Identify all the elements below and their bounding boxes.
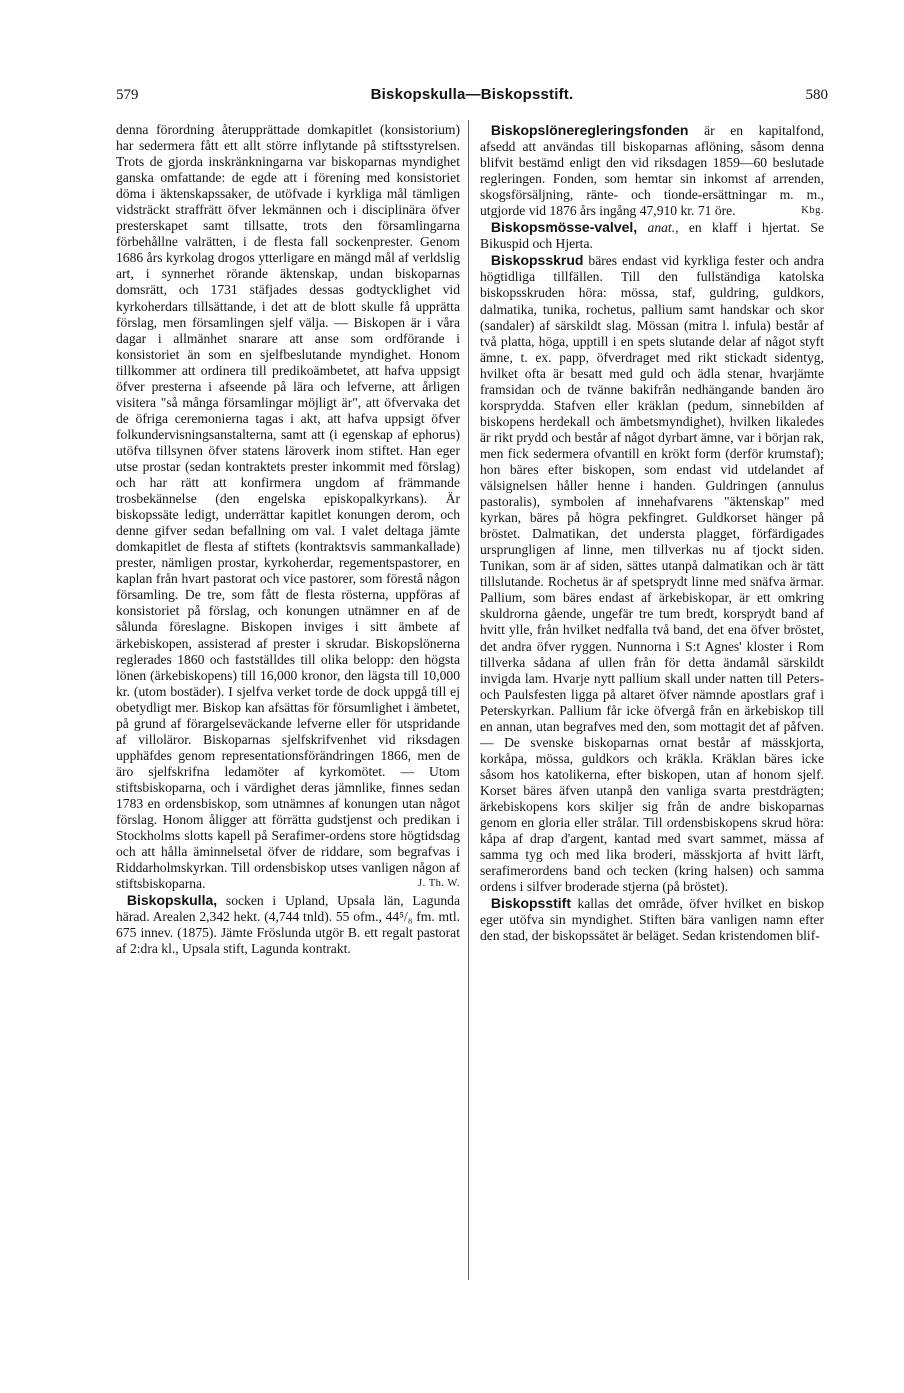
paragraph-text: denna förordning återupprättade domkapitlet (konsistorium) har sedermera fått ett allt större inflytande på stiftsstyrelsen. Trots de gjorda inskränkningarna var biskoparnas myndighet ganska omfattande: de egde att i förening med konsistoriet döma i äktenskapssaker, de utöfvade i kyrkliga mål tämligen vidsträckt straffrätt öfver lekmännen och i disciplinära öfver presterskapet samt tillsatte, trots den församlingarna förbehållne valrätten, i de flesta fall sockenprester. Genom 1686 års kyrkolag drogos ytterligare en mängd mål af verldslig art, i synnerhet rörande äktenskap, undan biskoparnas domsrätt, och 1731 stäfjades dessas godtycklighet vid kyrkoherdars tillsättande, i det att de blott skulle få upprätta förslag, men församlingen sjelf välja. — Biskopen är i våra dagar i allmänhet snarare att anse som ordförande i konsistoriet än som en sjelfbeslutande myndighet. Honom tillkommer att ordinera till predikoämbetet, att hafva uppsigt öfver presterna i afseende på lära och lefverne, att årligen visitera "så många församlingar möjligt är", att öfvervaka det de öfriga ceremonierna tagas i akt, att hafva uppsigt öfver folkundervisningsanstalterna, samt att (i egenskap af ephorus) utöfva tillsynen öfver statens läroverk inom stiftet. Han eger utse prostar (sedan kontraktets prester inkommit med förslag) och har rätt att konfirmera ungdom af främmande trosbekännelse (den engelska episkopalkyrkans). Är biskopssäte ledigt, underrättar kapitlet konungen derom, och denne gifver sedan befallning om val. I valet deltaga jämte domkapitlet de flesta af stiftets (kontraktsvis sammankallade) prester, nämligen prostar, kyrkoherdar, regementspastorer, en kaplan från hvart pastorat och vice pastorer, som förestå någon församling. De tre, som fått de flesta rösterna, uppföras af konsistoriet på förslag, och konungen utnämner en af de sålunda föreslagne. Biskopen inviges i sitt ämbete af ärkebiskopen, assisterad af prester i skrudar. Biskopslönerna reglerades 1860 och fastställdes till olika belopp: den högsta lönen (ärkebiskopens) till 16,000 kronor, den lägsta till 10,000 kr. (utom bostäder). I sjelfva verket torde de dock uppgå till ej obetydligt mer. Biskop kan afsättas för försumlighet i ämbetet, på grund af förargelseväckande lefverne eller för utspridande af villoläror. Biskoparnas sjelfskrifvenhet vid riksdagen upphäfdes genom representationsförändringen 1866, men de äro sjelfskrifna ledamöter af kyrkomötet. — Utom stiftsbiskoparna, och i värdighet deras jämnlike, finnes sedan 1783 en ordensbiskop, som utnämnes af konungen utan något förslag. Honom åligger att förrätta gudstjenst och predikan i Stockholms slotts kapell på Serafimer-ordens store högtidsdag och att hålla äminnelsetal öfver de riddare, som begrafvas i Riddarholmskyrkan. Till ordensbiskop utses vanligen någon af stiftsbiskoparna. bbox=[116, 122, 460, 892]
page-header bbox=[116, 87, 828, 109]
column-divider bbox=[468, 120, 469, 1280]
entry-biskopsmosse-valvel bbox=[480, 219, 824, 252]
article-continuation-paragraph bbox=[116, 122, 460, 892]
entry-text: socken i Upland, Upsala län, Lagunda härad. Arealen 2,342 hekt. (4,744 tnld). 55 ofm., 44⁵/₈ fm. mtl. 675 innev. (1875). Jämte Fröslunda utgör B. ett regalt pastorat af 2:dra kl., Upsala stift, Lagunda kontrakt. bbox=[116, 893, 460, 957]
entry-text: en klaff i hjertat. Se Bikuspid och Hjerta. bbox=[480, 220, 824, 252]
entry-headword: Biskopsskrud bbox=[490, 252, 584, 269]
entry-biskopsloneregleringsfonden bbox=[480, 122, 824, 219]
page-number-right: 580 bbox=[805, 87, 828, 103]
right-column bbox=[480, 122, 824, 944]
entry-biskopsstift bbox=[480, 895, 824, 944]
entry-headword: Biskopsstift bbox=[490, 895, 571, 912]
entry-text: kallas det område, öfver hvilket en biskop eger utöfva sin myndighet. Stiften bära vanligen namn efter den stad, der biskopssätet är beläget. Sedan kristendomen blif- bbox=[480, 896, 824, 944]
running-title: Biskopskulla—Biskopsstift. bbox=[370, 86, 574, 103]
entry-text: är en kapitalfond, afsedd att användas till biskoparnas aflöning, såsom denna blifvit bestämd enligt den vid riksdagen 1859—60 beslutade regleringen. Fonden, som hemtar sin inkomst af arrenden, skogsförsäljning, ränte- och tionde-ersättningar m. m., utgjorde vid 1876 års ingång 47,910 kr. 71 öre. bbox=[480, 123, 824, 219]
author-signature: J. Th. W. bbox=[418, 878, 460, 890]
entry-headword: Biskopslöneregleringsfonden bbox=[490, 122, 689, 138]
entry-biskopsskrud bbox=[480, 252, 824, 895]
entry-text: bäres endast vid kyrkliga fester och andra högtidliga tillfällen. Till den fullständiga katolska biskopsskruden höra: mössa, staf, guldring, guldkors, dalmatika, tunika, rochetus, pallium samt handskar och skor (sandaler) af särskildt slag. Mössan (mitra l. infula) består af två platta, höga, upptill i en spets slutande delar af något styft ämne, t. ex. papp, öfverdraget med rikt stickadt sidentyg, hvilket ofta är besatt med guld och ädla stenar, hvarjämte framsidan och de tvänne bakifrån nedhängande banden äro korsprydda. Stafven eller kräklan (pedum, sinnebilden af biskopens herdekall och ämbetsmyndighet), hvilken likaledes är rikt prydd och består af något dyrbart ämne, var i början rak, men fick sedermera ofvantill en krökt form (derför krumstaf); hon bäres efter biskopen, som endast vid utdelandet af välsignelsen håller henne i handen. Guldringen (annulus pastoralis), symbolen af innehafvarens "äktenskap" med kyrkan, bäres på högra pekfingret. Guldkorset hänger på bröstet. Dalmatikan, det understa plagget, förfärdigades ursprungligen af linne, men tillverkas nu af tjockt siden. Tunikan, som är af siden, sättes utanpå dalmatikan och är tätt tillslutande. Rochetus är af spetsprydt linne med snäfva ärmar. Pallium, som bäres endast af ärkebiskopar, är ett omkring skuldrorna gående, ungefär tre tum bredt, korsprydt band af hvitt ylle, från hvilket nedfalla två band, det ena öfver bröstet, det andra öfver ryggen. Nunnorna i S:t Agnes' kloster i Rom tillverka sådana af ullen från för detta ändamål särskildt invigda lam. Hvarje nytt pallium skall under natten till Peters- och Paulsfesten ligga på altaret öfver nämnde apostlars graf i Peterskyrkan. Pallium får icke öfvergå från en ärkebiskop till en annan, utan begrafves med den, som mottagit det af påfven. — De svenske biskoparnas ornat består af mässkjorta, korkåpa, mössa, guldkors och kräkla. Kräklan bäres icke såsom hos katolikerna, efter biskopen, utan af honom sjelf. Korset bäres äfven utanpå den vanliga svarta prestdrägten; ärkebiskopens kors skiljer sig från de andre biskoparnas genom en gloria eller strålar. Till ordensbiskopens skrud höra: kåpa af drap d'argent, kantad med svart sammet, mässa af samma tyg och med lika broderi, mässkjorta af hvitt lärft, serafimerordens band och tecken (kring halsen) och samma ordens i silfver broderade stjerna (på bröstet). bbox=[480, 253, 824, 895]
left-column bbox=[116, 122, 460, 957]
author-signature: Kbg. bbox=[801, 205, 824, 217]
entry-headword: Biskopskulla, bbox=[126, 892, 218, 909]
entry-biskopskulla bbox=[116, 892, 460, 957]
entry-headword: Biskopsmösse-valvel, bbox=[490, 219, 638, 236]
page-number-left: 579 bbox=[116, 87, 139, 103]
entry-abbreviation: anat., bbox=[647, 220, 679, 236]
